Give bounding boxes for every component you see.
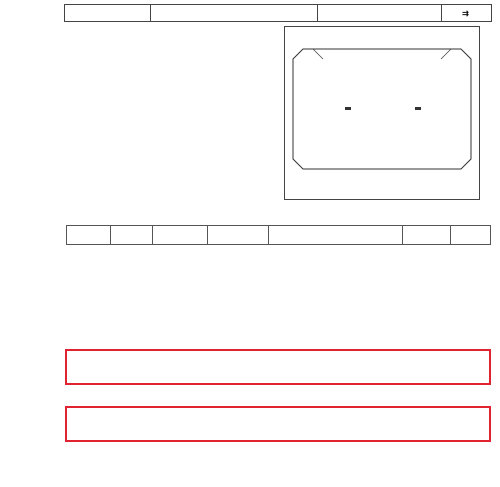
arrow-icon: ⇉: [462, 8, 469, 18]
fuse-box-diagram: [284, 26, 480, 200]
col-header: [208, 226, 269, 245]
table-header-row: [67, 226, 491, 245]
highlight-row-7: [65, 349, 491, 385]
doc-header: [64, 4, 492, 22]
col-header: [153, 226, 208, 245]
model-list: [318, 5, 442, 21]
fuse-box-svg: [285, 27, 479, 199]
col-header: [403, 226, 451, 245]
gf-badge: [442, 5, 491, 21]
col-header: [111, 226, 153, 245]
col-header: [451, 226, 491, 245]
component-name: [151, 5, 318, 21]
fuse-table: [66, 225, 491, 245]
doc-id: [65, 5, 151, 21]
fuse-box-outline: [293, 49, 471, 169]
highlight-row-10: [65, 406, 491, 442]
col-header: [67, 226, 111, 245]
col-header: [269, 226, 403, 245]
